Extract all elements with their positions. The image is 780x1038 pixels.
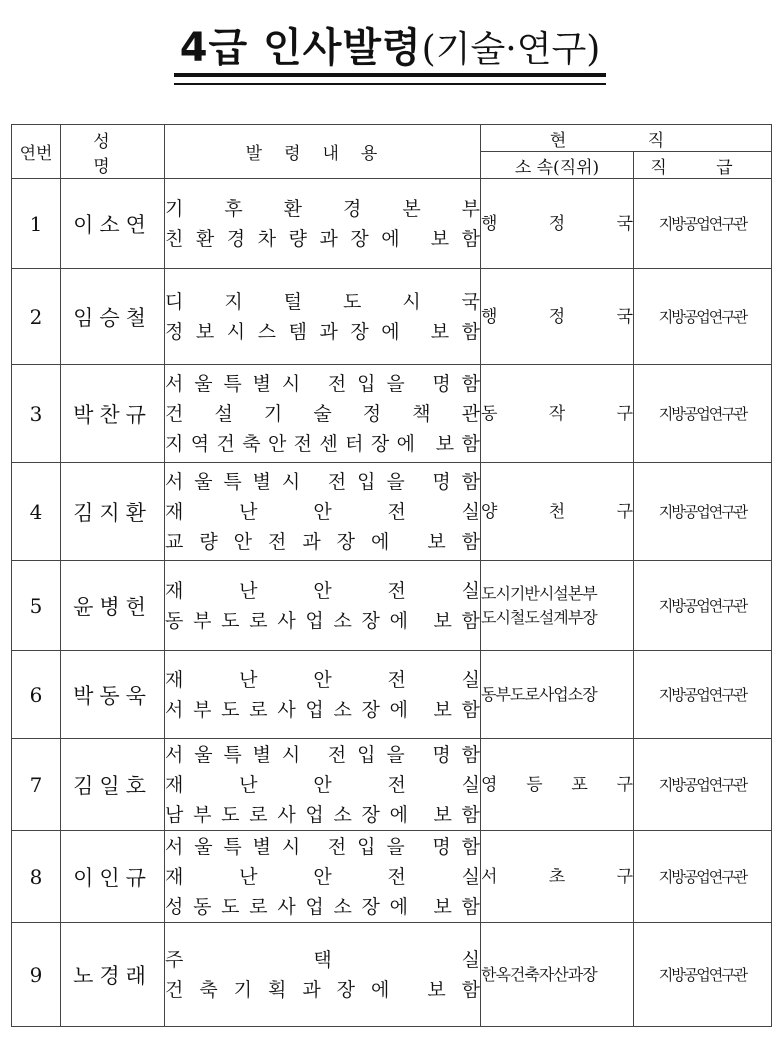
personnel-table (11, 124, 772, 1027)
row-number: 1 (12, 179, 61, 269)
job-grade: 지방공업연구관 (634, 561, 772, 651)
header-no: 연번 (12, 125, 61, 179)
current-department (481, 923, 634, 1027)
appointment-line: 건 설 기 술 정 책 관 (165, 402, 480, 425)
appointment-content (165, 923, 481, 1027)
department-line: 서 초 구 (481, 866, 633, 887)
appointment-line: 디 지 털 도 시 국 (165, 290, 480, 313)
appointment-line: 남 부 도 로 사 업 소 장 에 보 함 (165, 803, 480, 826)
person-name: 김일호 (61, 739, 165, 831)
row-number: 4 (12, 463, 61, 561)
row-number: 6 (12, 651, 61, 739)
job-grade: 지방공업연구관 (634, 463, 772, 561)
row-number: 8 (12, 831, 61, 923)
department-line: 행 정 국 (481, 306, 633, 327)
table-row (12, 269, 772, 365)
appointment-content (165, 365, 481, 463)
table-row (12, 831, 772, 923)
appointment-line: 정 보 시 스 템 과 장 에 보 함 (165, 320, 480, 343)
table-row (12, 739, 772, 831)
appointment-content (165, 651, 481, 739)
appointment-content (165, 269, 481, 365)
current-department (481, 651, 634, 739)
table-body (12, 179, 772, 1027)
person-name: 임승철 (61, 269, 165, 365)
table-row (12, 651, 772, 739)
department-line: 한옥건축자산과장 (481, 964, 597, 984)
appointment-line: 재 난 안 전 실 (165, 668, 480, 691)
appointment-line: 건 축 기 획 과 장 에 보 함 (165, 978, 480, 1001)
job-grade: 지방공업연구관 (634, 269, 772, 365)
document-title (174, 16, 607, 83)
table-row (12, 463, 772, 561)
current-department (481, 739, 634, 831)
person-name: 김지환 (61, 463, 165, 561)
appointment-line: 서 울 특 별 시 전 입 을 명 함 (165, 470, 480, 493)
department-line: 동부도로사업소장 (481, 684, 597, 704)
row-number: 5 (12, 561, 61, 651)
header-dept: 소 속(직위) (481, 152, 634, 179)
header-row (12, 125, 772, 152)
title-underline (174, 73, 607, 77)
appointment-line: 교 량 안 전 과 장 에 보 함 (165, 530, 480, 553)
document-title-area (0, 16, 780, 83)
header-current: 현 직 (481, 125, 772, 152)
header-name: 성 명 (61, 125, 165, 179)
appointment-content (165, 561, 481, 651)
department-line: 행 정 국 (481, 213, 633, 234)
current-department (481, 831, 634, 923)
current-department (481, 269, 634, 365)
department-line: 양 천 구 (481, 501, 633, 522)
department-line: 도시철도설계부장 (481, 607, 597, 627)
appointment-line: 재 난 안 전 실 (165, 773, 480, 796)
table-row (12, 561, 772, 651)
current-department (481, 463, 634, 561)
appointment-line: 서 울 특 별 시 전 입 을 명 함 (165, 372, 480, 395)
person-name: 박찬규 (61, 365, 165, 463)
appointment-line: 주 택 실 (165, 948, 480, 971)
row-number: 2 (12, 269, 61, 365)
person-name: 노경래 (61, 923, 165, 1027)
table-row (12, 179, 772, 269)
current-department (481, 561, 634, 651)
title-underline-thin (174, 83, 607, 85)
current-department (481, 179, 634, 269)
job-grade: 지방공업연구관 (634, 651, 772, 739)
appointment-line: 재 난 안 전 실 (165, 865, 480, 888)
appointment-line: 동 부 도 로 사 업 소 장 에 보 함 (165, 609, 480, 632)
job-grade: 지방공업연구관 (634, 179, 772, 269)
appointment-content (165, 831, 481, 923)
department-line: 도시기반시설본부 (481, 583, 597, 603)
title-sub: (기술·연구) (421, 29, 601, 70)
appointment-content (165, 179, 481, 269)
job-grade: 지방공업연구관 (634, 365, 772, 463)
header-grade: 직 급 (634, 152, 772, 179)
person-name: 박동욱 (61, 651, 165, 739)
department-line: 영 등 포 구 (481, 774, 633, 795)
person-name: 이소연 (61, 179, 165, 269)
row-number: 9 (12, 923, 61, 1027)
appointment-line: 기 후 환 경 본 부 (165, 197, 480, 220)
appointment-line: 재 난 안 전 실 (165, 579, 480, 602)
row-number: 7 (12, 739, 61, 831)
job-grade: 지방공업연구관 (634, 923, 772, 1027)
appointment-line: 서 울 특 별 시 전 입 을 명 함 (165, 835, 480, 858)
appointment-line: 서 부 도 로 사 업 소 장 에 보 함 (165, 698, 480, 721)
appointment-content (165, 463, 481, 561)
appointment-line: 서 울 특 별 시 전 입 을 명 함 (165, 743, 480, 766)
appointment-line: 성 동 도 로 사 업 소 장 에 보 함 (165, 895, 480, 918)
person-name: 윤병헌 (61, 561, 165, 651)
department-line: 동 작 구 (481, 403, 633, 424)
current-department (481, 365, 634, 463)
table-row (12, 923, 772, 1027)
title-main: 4급 인사발령 (179, 25, 422, 71)
header-content: 발령내용 (165, 125, 481, 179)
appointment-line: 지 역 건 축 안 전 센 터 장 에 보 함 (165, 432, 480, 455)
person-name: 이인규 (61, 831, 165, 923)
appointment-line: 재 난 안 전 실 (165, 500, 480, 523)
job-grade: 지방공업연구관 (634, 831, 772, 923)
appointment-content (165, 739, 481, 831)
table-row (12, 365, 772, 463)
job-grade: 지방공업연구관 (634, 739, 772, 831)
row-number: 3 (12, 365, 61, 463)
appointment-line: 친 환 경 차 량 과 장 에 보 함 (165, 227, 480, 250)
